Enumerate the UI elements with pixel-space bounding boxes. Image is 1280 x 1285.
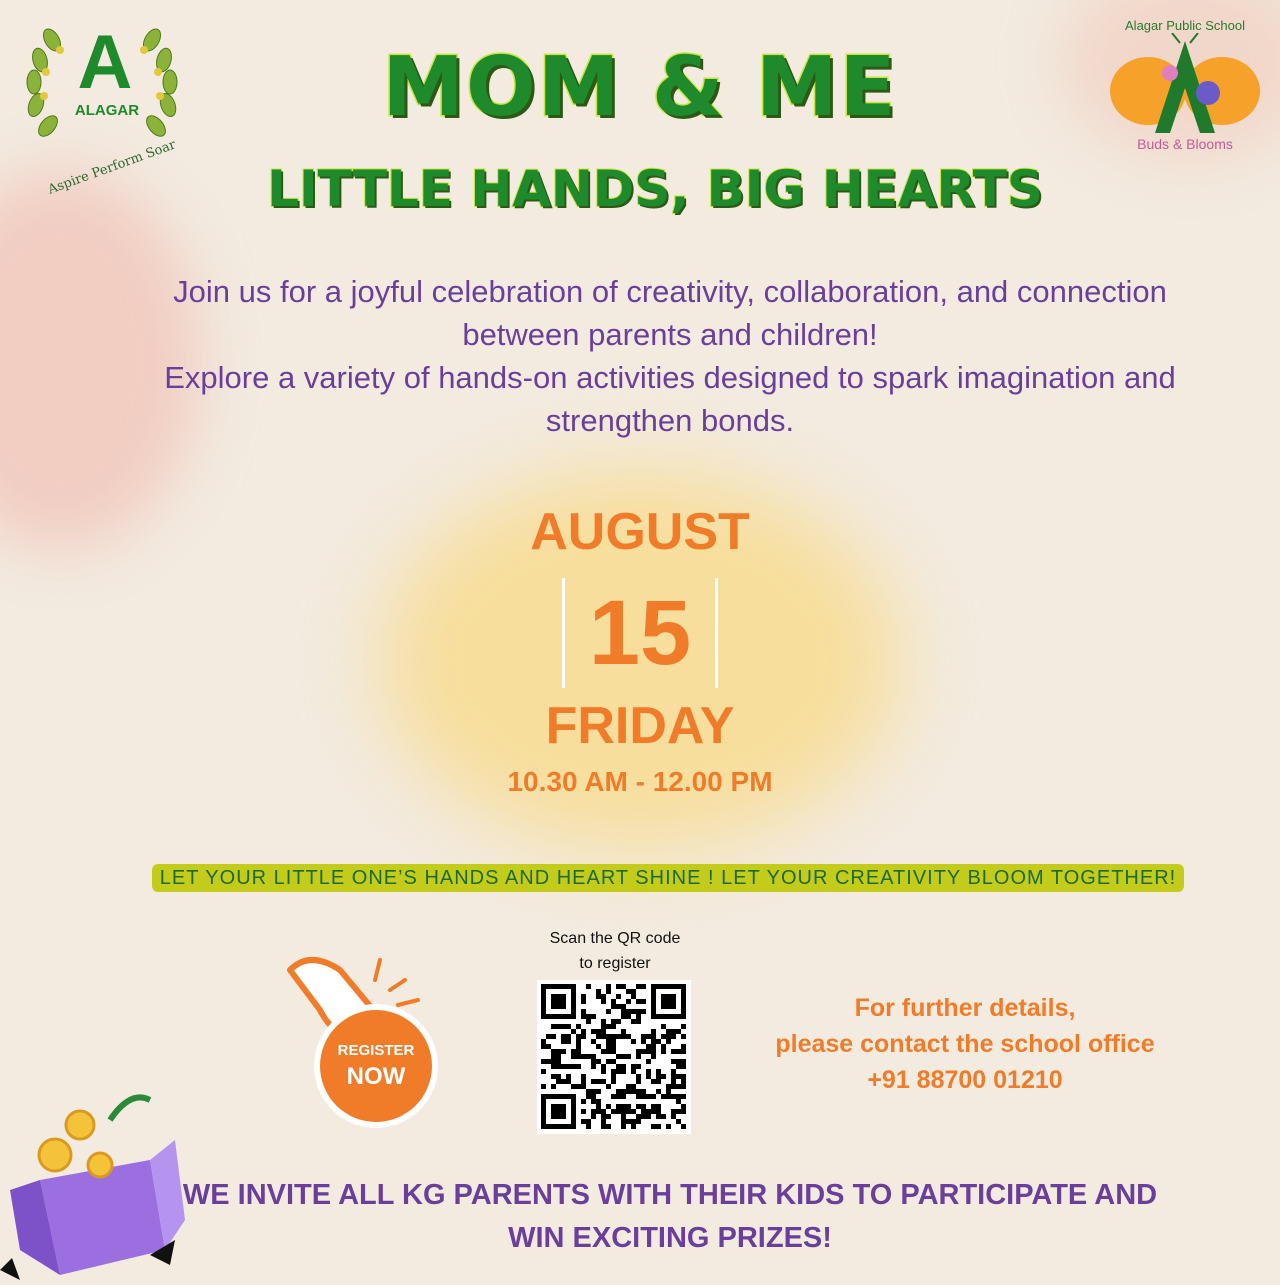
- intro-paragraph-1: Join us for a joyful celebration of creativity, collaboration, and connection between parents and children!: [173, 274, 1167, 352]
- contact-line-2: please contact the school office: [775, 1030, 1155, 1058]
- register-label: REGISTER: [337, 1042, 415, 1059]
- invitation-line-2: WIN EXCITING PRIZES!: [508, 1222, 832, 1254]
- qr-code[interactable]: [537, 980, 691, 1134]
- register-now-button[interactable]: [280, 950, 460, 1140]
- invitation-line-1: WE INVITE ALL KG PARENTS WITH THEIR KIDS TO PARTICIPATE AND: [182, 1179, 1158, 1211]
- date-divider-left: [562, 578, 565, 688]
- invitation-text: [150, 1174, 1190, 1260]
- qr-caption: [520, 926, 710, 976]
- qr-code-icon: [537, 980, 691, 1134]
- logo-name: ALAGAR: [74, 102, 140, 119]
- contact-info: [740, 990, 1190, 1098]
- contact-line-1: For further details,: [854, 994, 1076, 1022]
- tagline-banner: LET YOUR LITTLE ONE’S HANDS AND HEART SHINE ! LET YOUR CREATIVITY BLOOM TOGETHER!: [152, 864, 1184, 892]
- now-label: NOW: [346, 1063, 406, 1090]
- logo-letter-a: A: [77, 20, 133, 105]
- register-badge[interactable]: [320, 1010, 432, 1122]
- date-day: 15: [588, 582, 692, 684]
- qr-caption-line-1: Scan the QR code: [549, 930, 681, 947]
- event-date: [440, 500, 840, 798]
- logo-school-name: Alagar Public School: [1125, 18, 1245, 33]
- event-subtitle: LITTLE HANDS, BIG HEARTS: [267, 160, 1043, 218]
- date-month: AUGUST: [530, 503, 750, 561]
- intro-paragraph-2: Explore a variety of hands-on activities designed to spark imagination and strengthen bonds.: [164, 360, 1176, 438]
- date-weekday: FRIDAY: [545, 697, 735, 755]
- date-divider-right: [715, 578, 718, 688]
- logo-motto: Aspire Perform Soar: [46, 137, 178, 198]
- logo-tagline: Buds & Blooms: [1137, 136, 1233, 152]
- intro-text: [140, 270, 1200, 442]
- event-time: 10.30 AM - 12.00 PM: [507, 766, 773, 797]
- qr-caption-line-2: to register: [579, 955, 651, 972]
- event-title: MOM & ME: [382, 40, 898, 135]
- contact-phone: +91 88700 01210: [867, 1066, 1063, 1094]
